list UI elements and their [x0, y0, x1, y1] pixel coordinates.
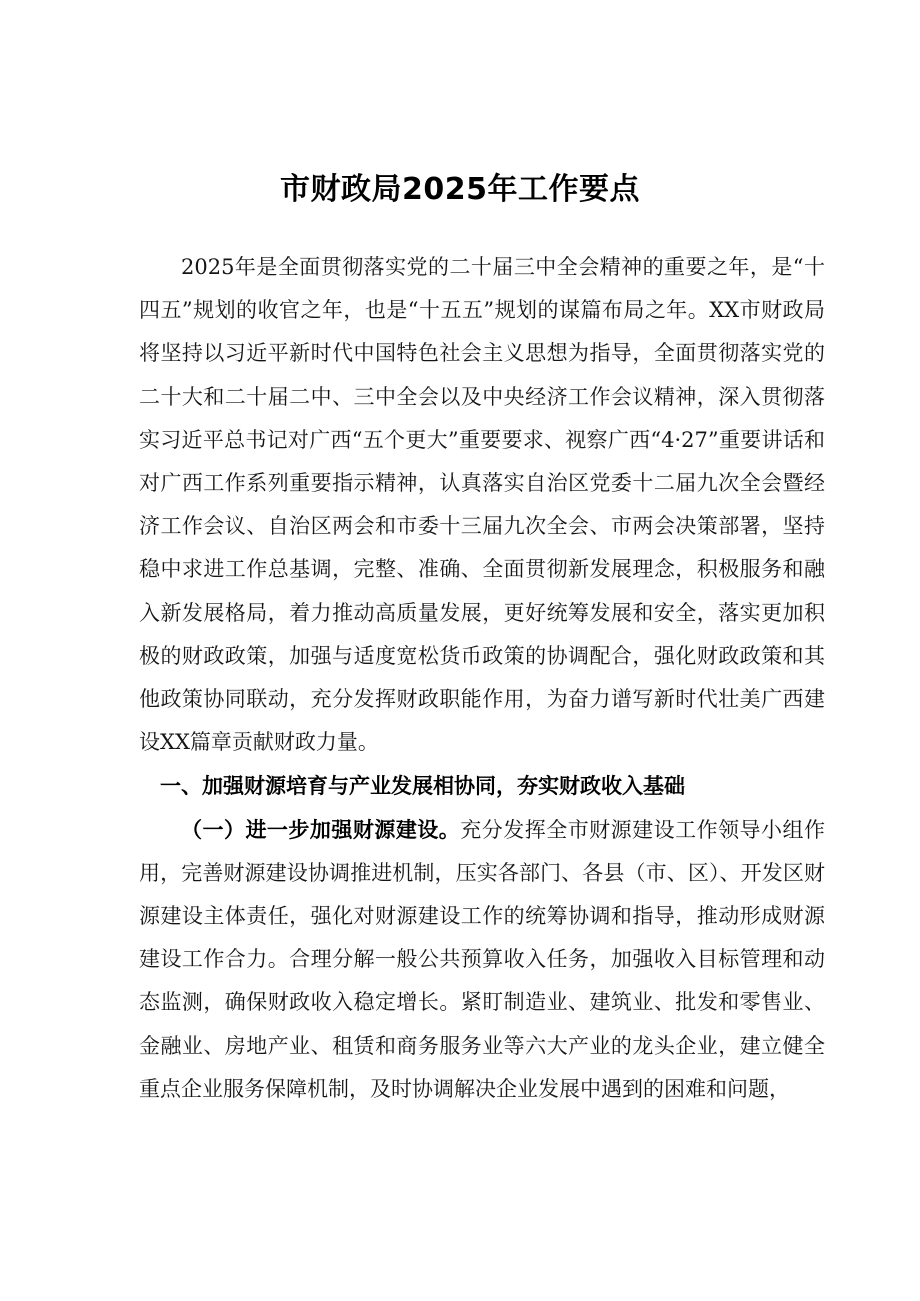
document-body [139, 246, 825, 1111]
subsection-body: 充分发挥全市财源建设工作领导小组作用，完善财源建设协调推进机制，压实各部门、各县（市、区）、开发区财源建设主体责任，强化对财源建设工作的统筹协调和指导，推动形成财源建设工作合力。合理分解一般公共预算收入任务，加强收入目标管理和动态监测，确保财政收入稳定增长。紧盯制造业、建筑业、批发和零售业、金融业、房地产业、租赁和商务服务业等六大产业的龙头企业，建立健全重点企业服务保障机制，及时协调解决企业发展中遇到的困难和问题， [139, 817, 826, 1101]
subsection-paragraph [139, 808, 825, 1111]
subsection-title: （一）进一步加强财源建设。 [181, 816, 461, 842]
intro-paragraph: 2025年是全面贯彻落实党的二十届三中全会精神的重要之年，是“十四五”规划的收官之年，也是“十五五”规划的谋篇布局之年。XX市财政局将坚持以习近平新时代中国特色社会主义思想为指导，全面贯彻落实党的二十大和二十届二中、三中全会以及中央经济工作会议精神，深入贯彻落实习近平总书记对广西“五个更大”重要要求、视察广西“4·27”重要讲话和对广西工作系列重要指示精神，认真落实自治区党委十二届九次全会暨经济工作会议、自治区两会和市委十三届九次全会、市两会决策部署，坚持稳中求进工作总基调，完整、准确、全面贯彻新发展理念，积极服务和融入新发展格局，着力推动高质量发展，更好统筹发展和安全，落实更加积极的财政政策，加强与适度宽松货币政策的协调配合，强化财政政策和其他政策协同联动，充分发挥财政职能作用，为奋力谱写新时代壮美广西建设XX篇章贡献财政力量。 [139, 255, 825, 755]
document-title: 市财政局2025年工作要点 [280, 172, 640, 207]
section-heading: 一、加强财源培育与产业发展相协同，夯实财政收入基础 [160, 773, 685, 799]
